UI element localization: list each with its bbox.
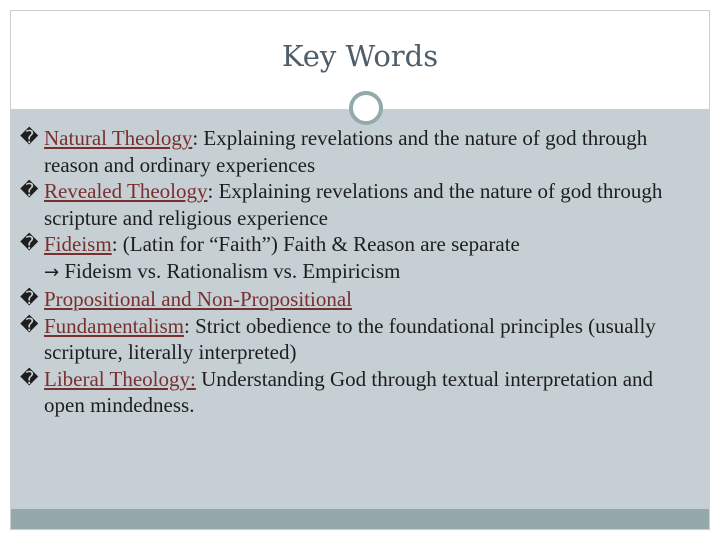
bullet-list [20, 125, 680, 419]
sub-point-text: Fideism vs. Rationalism vs. Empiricism [59, 258, 401, 283]
bottom-accent-bar [11, 509, 709, 529]
bullet-icon: � [20, 233, 39, 254]
slide-title: Key Words [281, 39, 439, 73]
bullet-item-fideism [20, 231, 680, 286]
bullet-icon: � [20, 127, 39, 148]
term: Revealed Theology [44, 179, 208, 203]
term: Liberal Theology: [44, 366, 196, 391]
bullet-icon: � [20, 367, 39, 389]
term-colon: : [184, 313, 190, 338]
bullet-icon: � [20, 288, 39, 309]
term: Fideism [44, 232, 112, 256]
definition: Strict obedience to the foundational principles (usually scripture, literally interpreted) [44, 313, 656, 364]
definition: Understanding God through textual interpretation and open mindedness. [44, 366, 654, 417]
bullet-item-propositional [20, 286, 680, 313]
definition: (Latin for “Faith”) Faith & Reason are separate [117, 232, 520, 256]
circle-ornament-icon [349, 91, 383, 125]
definition: Explaining revelations and the nature of god through reason and ordinary experiences [44, 126, 648, 177]
term-colon: : [192, 126, 199, 150]
bullet-item-natural-theology [20, 125, 680, 178]
term: Natural Theology [44, 126, 193, 150]
bullet-item-fundamentalism [20, 313, 680, 366]
sub-point [44, 258, 680, 287]
term: Propositional and Non-Propositional [44, 287, 352, 311]
bullet-item-revealed-theology [20, 178, 680, 231]
bullet-icon: � [20, 314, 39, 336]
arrow-right-icon: → [44, 261, 60, 283]
term-colon: : [207, 179, 214, 203]
term: Fundamentalism [44, 313, 184, 338]
bullet-item-liberal-theology [20, 366, 680, 419]
definition: Explaining revelations and the nature of god through scripture and religious experience [44, 179, 663, 230]
bullet-icon: � [20, 180, 39, 201]
term-colon: : [111, 232, 118, 256]
